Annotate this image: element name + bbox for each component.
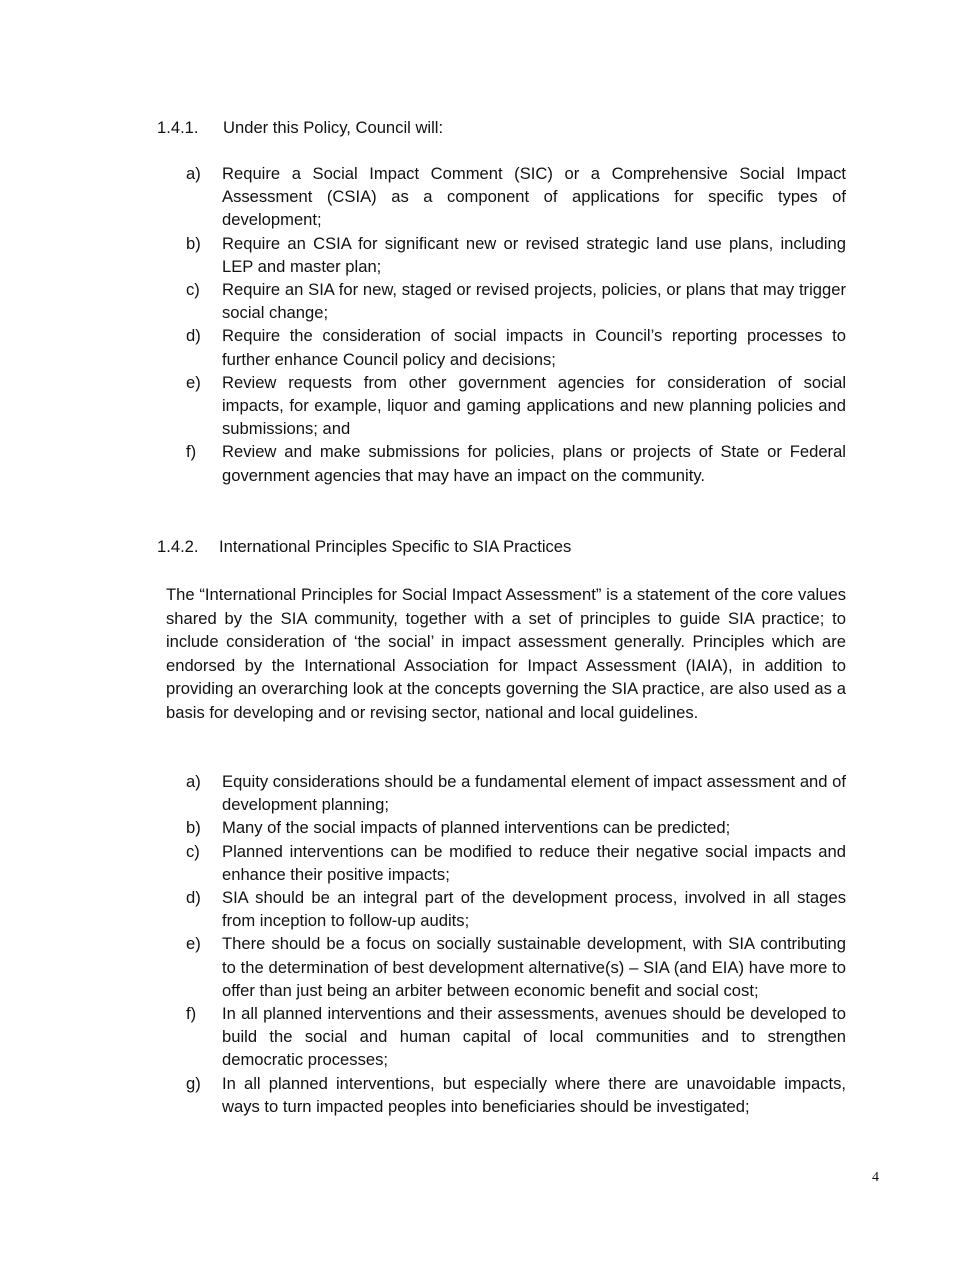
list-marker: a): [186, 164, 201, 183]
list-item: [186, 932, 846, 1002]
list-marker: d): [186, 888, 201, 908]
principles-intro-paragraph: The “International Principles for Social Impact Assessment” is a statement of the core values shared by the SIA community, together with a set of principles to guide SIA practice; to include consideration of ‘the social’ in impact assessment generally. Principles which are endorsed by the International Association for Impact Assessment (IAIA), in addition to providing an overarching look at the concepts governing the SIA practice, are also used as a basis for developing and or revising sector, national and local guidelines.: [166, 585, 846, 722]
list-item: [186, 1072, 846, 1118]
list-item-text: Equity considerations should be a fundamental element of impact assessment and of development planning;: [222, 772, 846, 815]
list-item-text: Review requests from other government agencies for consideration of social impacts, for example, liquor and gaming applications and new planning policies and submissions; and: [222, 372, 846, 439]
list-item-text: In all planned interventions and their assessments, avenues should be developed to build the social and human capital of local communities and to strengthen democratic processes;: [222, 1004, 846, 1070]
list-item: [186, 440, 846, 486]
section-heading-1-4-2: [157, 535, 571, 558]
list-item-text: SIA should be an integral part of the development process, involved in all stages from inception to follow-up audits;: [222, 888, 846, 931]
list-marker: b): [186, 818, 201, 838]
council-obligations-list: [186, 162, 846, 487]
list-item: [186, 232, 846, 278]
principles-list: [186, 770, 846, 1118]
list-item: [186, 816, 846, 839]
section-number: 1.4.1.: [157, 118, 199, 137]
list-item: [186, 770, 846, 816]
list-marker: f): [186, 442, 197, 462]
list-item: [186, 886, 846, 932]
list-item-text: Require the consideration of social impacts in Council’s reporting processes to further enhance Council policy and decisions;: [222, 326, 846, 369]
list-item: [186, 371, 846, 441]
section-number: 1.4.2.: [157, 537, 199, 556]
list-item: [186, 840, 846, 886]
section-title: Under this Policy, Council will:: [223, 118, 444, 137]
list-item: [186, 162, 846, 232]
list-item: [186, 278, 846, 324]
list-item-text: In all planned interventions, but especially where there are unavoidable impacts, ways to turn impacted peoples into beneficiaries should be investigated;: [222, 1073, 846, 1116]
list-marker: c): [186, 841, 200, 861]
list-item-text: Review and make submissions for policies, plans or projects of State or Federal government agencies that may have an impact on the community.: [222, 442, 846, 485]
list-marker: a): [186, 772, 201, 791]
list-marker: g): [186, 1073, 201, 1093]
list-item-text: Require a Social Impact Comment (SIC) or a Comprehensive Social Impact Assessment (CSIA) as a component of applications for specific types of development;: [222, 164, 846, 230]
list-marker: f): [186, 1004, 197, 1024]
section-title: International Principles Specific to SIA Practices: [219, 537, 572, 556]
list-marker: c): [186, 280, 200, 300]
section-heading-1-4-1: [157, 116, 443, 139]
list-item: [186, 324, 846, 370]
list-item-text: Require an CSIA for significant new or revised strategic land use plans, including LEP and master plan;: [222, 233, 846, 276]
list-item-text: There should be a focus on socially sustainable development, with SIA contributing to the determination of best development alternative(s) – SIA (and EIA) have more to offer than just being an arbiter between economic benefit and social cost;: [222, 934, 846, 1000]
list-marker: e): [186, 372, 201, 392]
list-item-text: Many of the social impacts of planned interventions can be predicted;: [222, 818, 731, 838]
list-marker: b): [186, 233, 201, 253]
list-marker: d): [186, 326, 201, 346]
list-item-text: Require an SIA for new, staged or revised projects, policies, or plans that may trigger social change;: [222, 280, 846, 323]
list-item: [186, 1002, 846, 1072]
page-number: 4: [872, 1170, 879, 1185]
list-item-text: Planned interventions can be modified to reduce their negative social impacts and enhance their positive impacts;: [222, 841, 846, 884]
list-marker: e): [186, 934, 201, 954]
